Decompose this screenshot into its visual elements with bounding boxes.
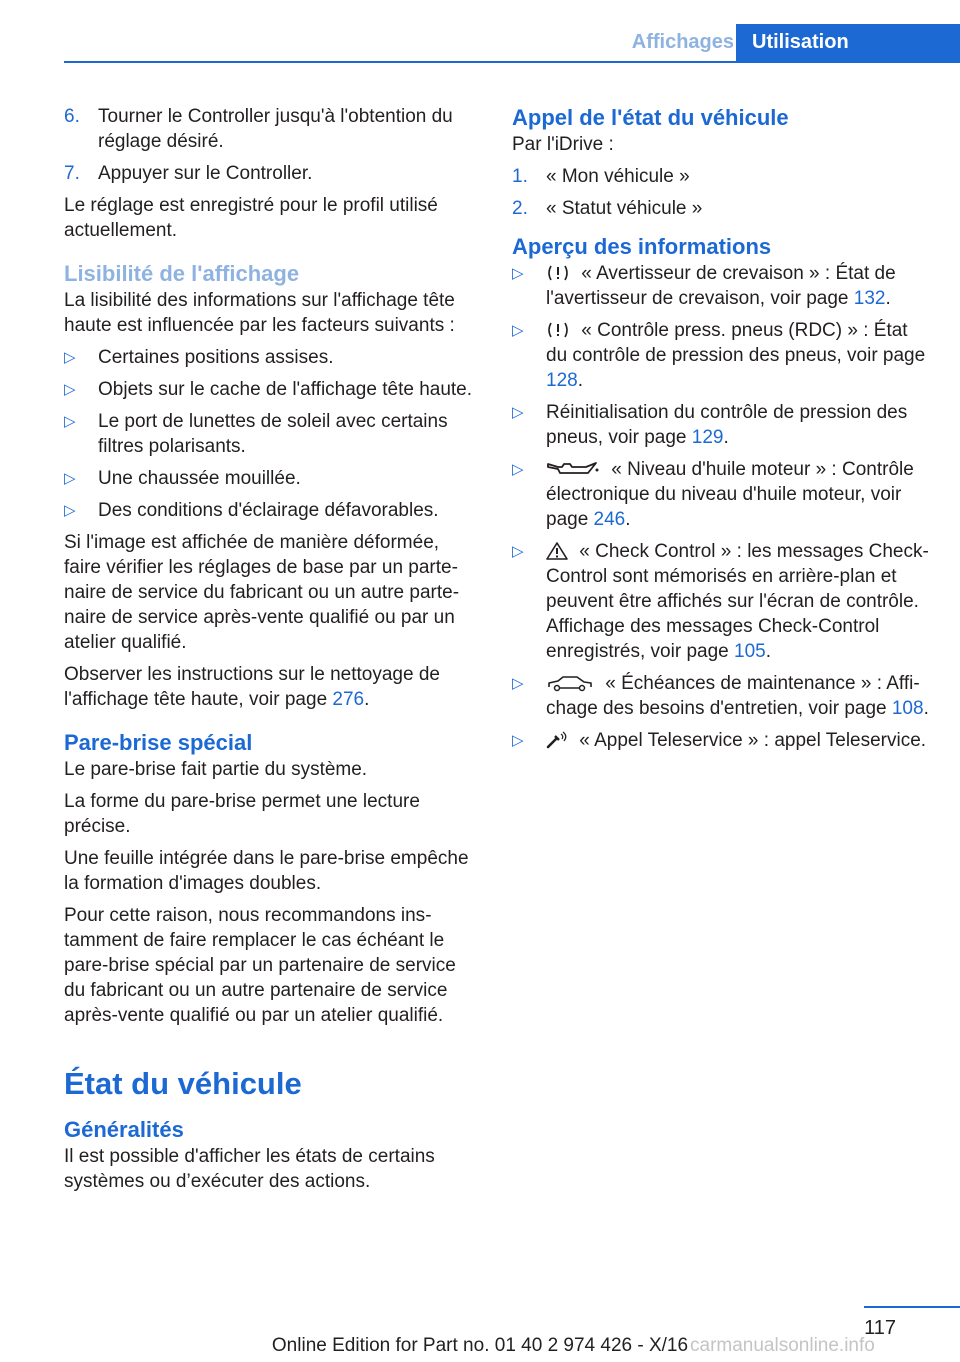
bullet-icon: ▷ [64,470,76,487]
bullet-icon: ▷ [512,732,524,749]
bullet-icon: ▷ [512,404,524,421]
page-link[interactable]: 128 [546,370,578,391]
oil-can-icon [546,460,600,478]
distorted-text: Si l'image est affichée de manière déformée, faire vérifier les réglages de base par un partenaire de service du fabricant ou un autre partenaire de service après-vente qualifié ou par un atelier qualifié. [64,532,460,653]
list-item: ▷ « Contrôle press. pneus (RDC) » : État du contrôle de pression des pneus, voir page 128. [512,320,926,391]
watermark: carmanualsonline.info [690,1335,875,1356]
general-heading: Généralités [64,1117,184,1142]
footer-divider [864,1306,960,1308]
call-intro: Par l'iDrive : [512,134,614,155]
wrench-signal-icon [546,731,568,749]
tab-utilisation[interactable]: Utilisation [736,24,960,61]
bullet-icon: ▷ [64,502,76,519]
page-number: 117 [864,1317,896,1339]
list-item: ▷ « Échéances de maintenance » : Affichage des besoins d'entretien, voir page 108. [512,673,929,719]
list-item: ▷ « Niveau d'huile moteur » : Contrôle électronique du niveau d'huile moteur, voir page 246. [512,459,914,530]
call-step-1: 1. « Mon véhicule » [512,166,690,187]
windshield-p2: La forme du pare-brise permet une lecture précise. [64,791,420,837]
list-item: ▷ « Appel Teleservice » : appel Teleservice. [512,730,927,751]
tire-pressure-warning-icon [546,264,570,282]
call-heading: Appel de l'état du véhicule [512,105,789,130]
step-7 [64,161,479,186]
overview-heading: Aperçu des informations [512,234,772,259]
list-item: ▷ Des conditions d'éclairage défavorables. [64,500,439,521]
step-number: 7. [64,163,80,184]
page-link[interactable]: 129 [691,427,724,448]
list-item: ▷ « Check Control » : les messages Check-Control sont mémorisés en arrière-plan et peuvent être affichés sur l'écran de contrôle. Affichage des messages Check-Control enregistrés, voir page 105. [512,541,929,662]
bullet-icon: ▷ [512,322,524,339]
page-link[interactable]: 105 [734,641,766,662]
saved-text: Le réglage est enregistré pour le profil utilisé actuellement. [64,195,438,241]
step-6 [64,104,479,154]
readability-intro: La lisibilité des informations sur l'affichage tête haute est influencée par les facteurs suivants : [64,290,455,336]
edition-footer: Online Edition for Part no. 01 40 2 974 426 - X/16 [271,1335,689,1356]
bullet-icon: ▷ [512,675,524,692]
general-text: Il est possible d'afficher les états de certains systèmes ou d’exécuter des actions. [64,1146,435,1192]
cleaning-text: Observer les instructions sur le nettoyage de l'affichage tête haute, voir page 276. [64,664,440,710]
list-item: ▷ Le port de lunettes de soleil avec certains filtres polarisants. [64,411,448,457]
step-text: Appuyer sur le Controller. [98,163,313,184]
bullet-icon: ▷ [64,413,76,430]
bullet-icon: ▷ [64,349,76,366]
section-title: État du véhicule [64,1066,302,1101]
bullet-icon: ▷ [512,265,524,282]
windshield-p4: Pour cette raison, nous recommandons instamment de faire remplacer le cas échéant le pare-brise spécial par un partenaire de service du fabricant ou un autre partenaire de service après-vente qualifié ou par un atelier qualifié. [64,905,456,1026]
right-column [512,104,930,760]
left-column [64,104,479,1201]
step-text: Tourner le Controller jusqu'à l'obtention du réglage désiré. [98,106,453,152]
warning-triangle-icon [546,542,568,560]
page-link[interactable]: 276 [332,689,365,710]
tire-pressure-warning-icon [546,321,570,339]
list-item: ▷ Objets sur le cache de l'affichage tête haute. [64,379,473,400]
list-item: ▷ Certaines positions assises. [64,347,334,368]
step-number: 6. [64,106,80,127]
windshield-heading: Pare-brise spécial [64,730,253,755]
page-link[interactable]: 108 [891,698,924,719]
windshield-p3: Une feuille intégrée dans le pare-brise empêche la formation d'images doubles. [64,848,469,894]
readability-heading: Lisibilité de l'affichage [64,261,300,286]
call-step-2: 2. « Statut véhicule » [512,198,703,219]
tab-affichages[interactable]: Affichages [631,31,734,53]
list-item: ▷ Réinitialisation du contrôle de pression des pneus, voir page 129. [512,402,908,448]
page-link[interactable]: 246 [593,509,626,530]
page-link[interactable]: 132 [853,288,886,309]
bullet-icon: ▷ [64,381,76,398]
bullet-icon: ▷ [512,461,524,478]
header-divider [64,61,960,63]
list-item: ▷ « Avertisseur de crevaison » : État de l'avertisseur de crevaison, voir page 132. [512,263,896,309]
list-item: ▷ Une chaussée mouillée. [64,468,301,489]
windshield-p1: Le pare-brise fait partie du système. [64,759,368,780]
bullet-icon: ▷ [512,543,524,560]
car-service-icon [546,674,594,692]
